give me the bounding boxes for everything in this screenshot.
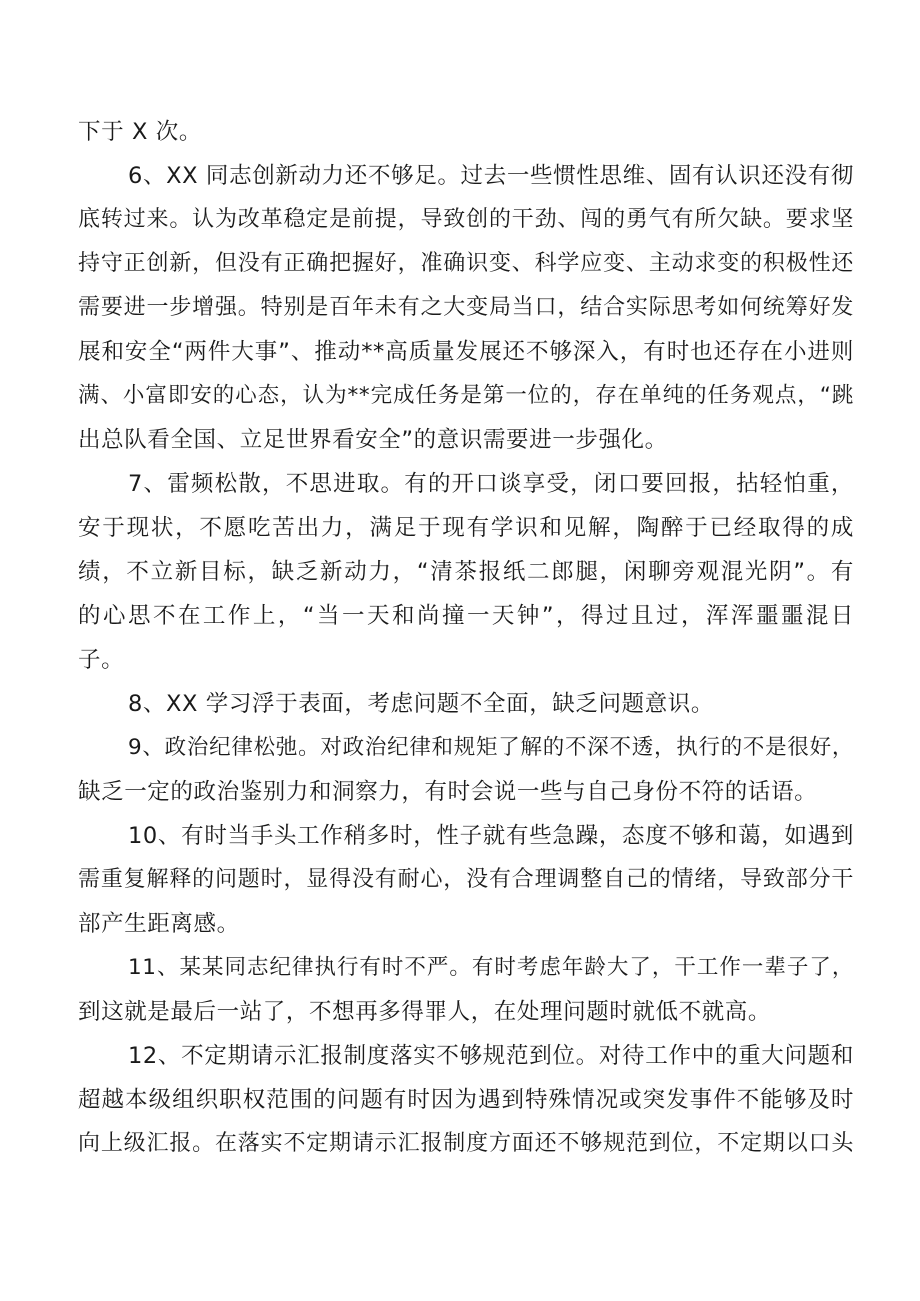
paragraph-line: 部产生距离感。 (78, 911, 240, 937)
paragraph-line: 子。 (78, 647, 125, 673)
paragraph-line: 10、有时当手头工作稍多时，性子就有些急躁，态度不够和蔼，如遇到 (128, 823, 854, 849)
paragraph-line: 的心思不在工作上，“当一天和尚撞一天钟”，得过且过，浑浑噩噩混日 (78, 603, 854, 629)
paragraph-line: 需重复解释的问题时，显得没有耐心，没有合理调整自己的情绪，导致部分干 (78, 867, 854, 892)
paragraph-line: 安于现状，不愿吃苦出力，满足于现有学识和见解，陶醉于已经取得的成 (78, 515, 854, 541)
paragraph-line: 到这就是最后一站了，不想再多得罪人，在处理问题时就低不就高。 (78, 999, 772, 1025)
paragraph-line: 6、XX 同志创新动力还不够足。过去一些惯性思维、固有认识还没有彻 (128, 163, 854, 189)
paragraph-line: 向上级汇报。在落实不定期请示汇报制度方面还不够规范到位，不定期以口头 (78, 1131, 854, 1156)
paragraph-line: 缺乏一定的政治鉴别力和洞察力，有时会说一些与自己身份不符的话语。 (78, 779, 818, 805)
paragraph-line: 12、不定期请示汇报制度落实不够规范到位。对待工作中的重大问题和 (128, 1043, 854, 1069)
paragraph-line: 展和安全“两件大事”、推动**高质量发展还不够深入，有时也还存在小进则 (78, 339, 854, 365)
paragraph-line: 出总队看全国、立足世界看安全”的意识需要进一步强化。 (78, 427, 668, 453)
paragraph-line: 7、雷频松散，不思进取。有的开口谈享受，闭口要回报，拈轻怕重， (128, 471, 854, 497)
paragraph-line: 下于 X 次。 (78, 119, 202, 145)
paragraph-line: 9、政治纪律松弛。对政治纪律和规矩了解的不深不透，执行的不是很好， (128, 735, 854, 760)
paragraph-line: 满、小富即安的心态，认为**完成任务是第一位的，存在单纯的任务观点，“跳 (78, 383, 854, 408)
paragraph-line: 11、某某同志纪律执行有时不严。有时考虑年龄大了，干工作一辈子了， (128, 955, 854, 980)
paragraph-line: 需要进一步增强。特别是百年未有之大变局当口，结合实际思考如何统筹好发 (78, 295, 854, 320)
paragraph-line: 超越本级组织职权范围的问题有时因为遇到特殊情况或突发事件不能够及时 (78, 1087, 854, 1113)
paragraph-line: 持守正创新，但没有正确把握好，准确识变、科学应变、主动求变的积极性还 (78, 251, 854, 276)
paragraph-line: 底转过来。认为改革稳定是前提，导致创的干劲、闯的勇气有所欠缺。要求坚 (78, 207, 854, 232)
paragraph-line: 8、XX 学习浮于表面，考虑问题不全面，缺乏问题意识。 (128, 691, 714, 717)
paragraph-line: 绩，不立新目标，缺乏新动力，“清茶报纸二郎腿，闲聊旁观混光阴”。有 (78, 559, 854, 585)
